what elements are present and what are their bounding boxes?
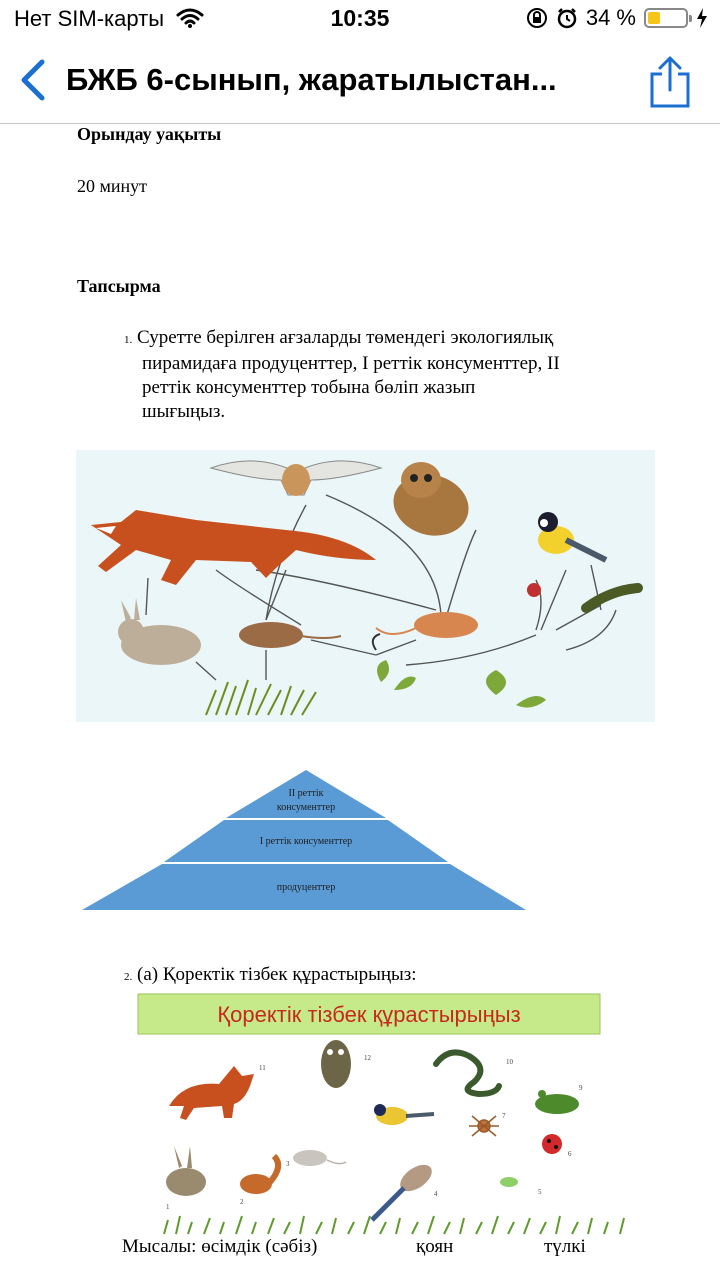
charging-bolt-icon xyxy=(696,8,708,28)
carrier-text: Нет SIM-карты xyxy=(14,6,165,31)
question-1-number: 1. xyxy=(124,334,133,346)
back-chevron-icon[interactable] xyxy=(14,56,50,104)
mouse-figure xyxy=(293,1150,346,1166)
example-step-2: қоян xyxy=(416,1236,454,1257)
example-label: Мысалы: өсімдік (сәбіз) xyxy=(122,1236,318,1257)
organism-number: 1 xyxy=(166,1203,170,1211)
question-2-number: 2. xyxy=(124,971,133,983)
organism-number: 2 xyxy=(240,1198,244,1206)
navigation-bar xyxy=(0,40,720,124)
question-1 xyxy=(124,326,644,424)
organism-number: 6 xyxy=(568,1150,572,1158)
task-heading: Тапсырма xyxy=(77,276,161,296)
time-heading: Орындау уақыты xyxy=(77,124,222,144)
pyramid-bottom-label: продуценттер xyxy=(276,882,336,893)
jay-bird-figure xyxy=(372,1159,436,1220)
grass-strip-figure xyxy=(164,1216,624,1234)
pyramid-middle-label: I реттік консументтер xyxy=(259,836,353,847)
example-step-3: түлкі xyxy=(544,1236,586,1257)
pyramid-top-label-1: II реттік xyxy=(288,788,324,799)
spider-figure xyxy=(469,1116,499,1136)
alarm-icon xyxy=(556,7,578,29)
snake-figure xyxy=(436,1052,499,1094)
question-2 xyxy=(124,964,417,986)
document-title: БЖБ 6-сынып, жаратылыстан... xyxy=(66,62,557,97)
organism-number: 11 xyxy=(259,1064,266,1072)
time-value: 20 минут xyxy=(77,176,148,196)
owl-figure xyxy=(321,1040,351,1088)
hare-figure xyxy=(166,1146,206,1196)
food-web-illustration xyxy=(76,450,655,722)
rotation-lock-icon xyxy=(526,7,548,29)
share-icon[interactable] xyxy=(648,54,692,110)
clock: 10:35 xyxy=(330,5,390,31)
organism-number: 10 xyxy=(506,1058,513,1066)
organism-number: 7 xyxy=(502,1112,506,1120)
question-1-line-1: Суретте берілген ағзаларды төмендегі экологиялық xyxy=(137,327,554,348)
status-bar xyxy=(0,0,720,40)
food-chain-banner: Қоректік тізбек құрастырыңыз xyxy=(217,1002,521,1027)
pyramid-top-label-2: консументтер xyxy=(276,802,336,813)
organism-number: 9 xyxy=(579,1084,583,1092)
question-1-line-2: пирамидаға продуценттер, I реттік консументтер, II xyxy=(142,353,560,374)
tit-bird-figure xyxy=(374,1104,434,1125)
battery-fill xyxy=(648,12,660,24)
document-content[interactable] xyxy=(0,124,720,1280)
status-right xyxy=(526,5,708,31)
organism-number: 4 xyxy=(434,1190,438,1198)
organism-number: 5 xyxy=(538,1188,542,1196)
question-1-line-4: шығыңыз. xyxy=(142,401,226,422)
ecological-pyramid xyxy=(76,770,536,912)
ladybug-figure xyxy=(542,1134,562,1154)
aphid-figure xyxy=(500,1177,518,1187)
frog-figure xyxy=(535,1090,579,1114)
question-1-line-3: реттік консументтер тобына бөліп жазып xyxy=(142,377,476,398)
organism-number: 3 xyxy=(286,1160,290,1168)
fox-figure xyxy=(169,1066,254,1120)
food-chain-illustration xyxy=(124,986,632,1236)
organism-number: 12 xyxy=(364,1054,371,1062)
ladybug-figure xyxy=(527,583,541,597)
squirrel-figure xyxy=(240,1156,278,1194)
battery-percent: 34 % xyxy=(585,5,636,30)
question-2-text: (а) Қоректік тізбек құрастырыңыз: xyxy=(137,964,417,985)
battery-icon xyxy=(644,8,688,28)
